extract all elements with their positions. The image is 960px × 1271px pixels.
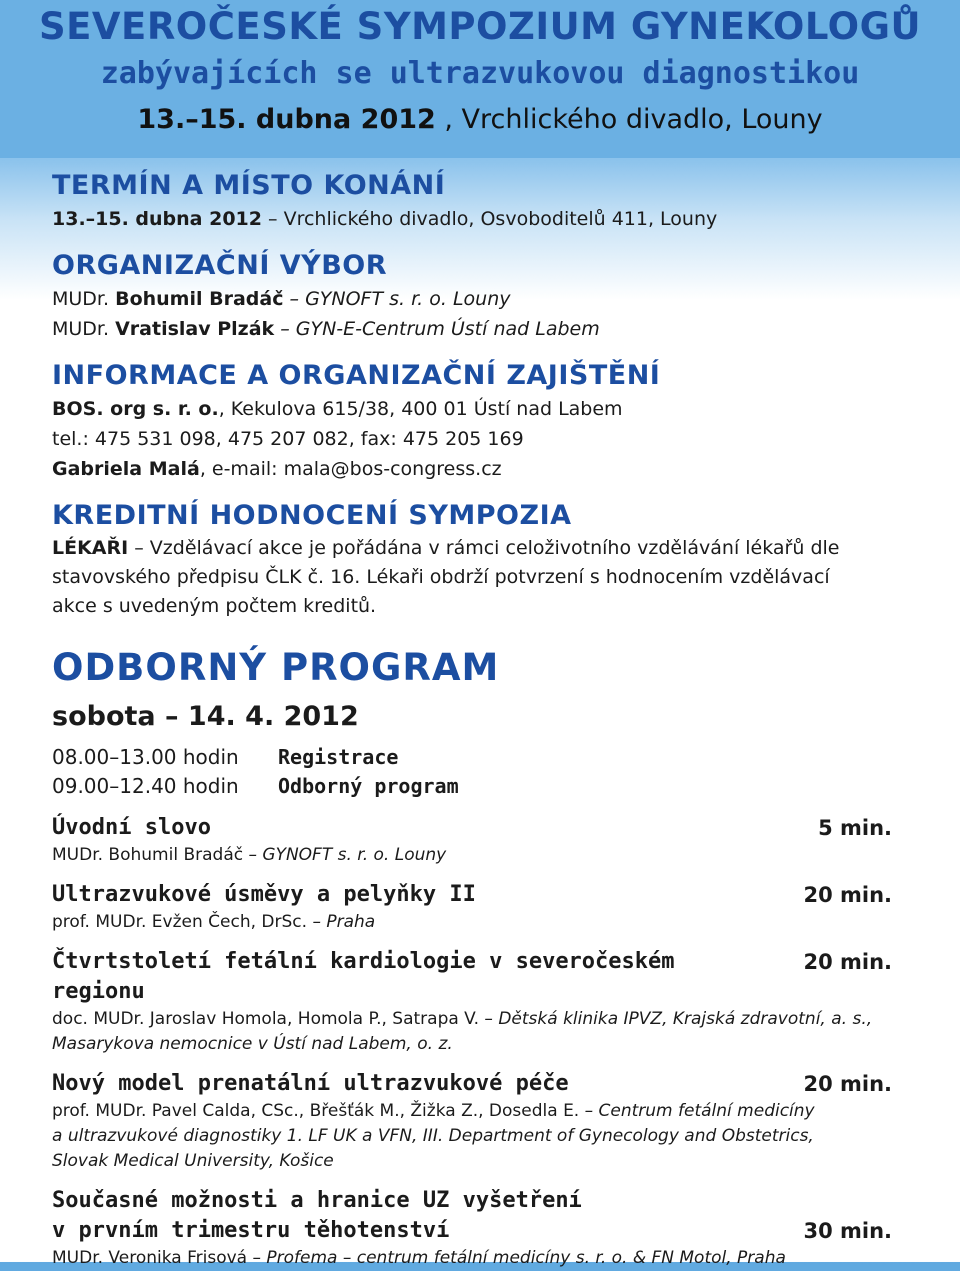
- talk-title-2: v prvním trimestru těhotenství: [52, 1218, 450, 1243]
- committee-member: [52, 284, 892, 314]
- talk-title: Čtvrtstoletí fetální kardiologie v severočeském regionu: [52, 949, 675, 1004]
- info-phone: tel.: 475 531 098, 475 207 082, fax: 475 205 169: [52, 428, 524, 450]
- credits-text-2: stavovského předpisu ČLK č. 16. Lékaři obdrží potvrzení s hodnocením vzdělávací: [52, 566, 830, 588]
- talk-duration: 5 min.: [818, 816, 892, 840]
- talk-duration: 30 min.: [803, 1219, 892, 1243]
- talk-affiliation-2: Masarykova nemocnice v Ústí nad Labem, o. z.: [52, 1034, 453, 1054]
- info-contact-email: , e-mail: mala@bos-congress.cz: [199, 458, 502, 480]
- talk-title-block: [52, 1186, 892, 1246]
- schedule-row: [52, 743, 892, 772]
- talk-authors: [52, 1099, 892, 1124]
- venue-text: – Vrchlického divadlo, Osvoboditelů 411, Louny: [262, 208, 718, 230]
- venue-heading: TERMÍN A MÍSTO KONÁNÍ: [52, 170, 446, 201]
- member-title: MUDr.: [52, 288, 110, 310]
- schedule-time: 09.00–12.40 hodin: [52, 774, 239, 798]
- info-address-text: , Kekulova 615/38, 400 01 Ústí nad Labem: [218, 398, 623, 420]
- talk-affiliation: – Centrum fetální medicíny: [579, 1101, 815, 1121]
- event-title: SEVEROČESKÉ SYMPOZIUM GYNEKOLOGŮ: [38, 5, 922, 48]
- member-affiliation: – GYN-E-Centrum Ústí nad Labem: [274, 318, 600, 340]
- talk-authors-names: MUDr. Bohumil Bradáč: [52, 845, 244, 865]
- schedule-item: Registrace: [278, 745, 399, 769]
- member-affiliation: – GYNOFT s. r. o. Louny: [283, 288, 511, 310]
- talk-authors: [52, 1246, 892, 1271]
- info-heading: INFORMACE A ORGANIZAČNÍ ZAJIŠTĚNÍ: [52, 360, 661, 391]
- talk-authors-names: prof. MUDr. Pavel Calda, CSc., Břešťák M., Žižka Z., Dosedla E.: [52, 1101, 580, 1121]
- info-contact-name: Gabriela Malá: [52, 458, 200, 480]
- talk: [52, 880, 892, 935]
- talk-affiliation: – Praha: [307, 912, 376, 932]
- info-contact: [52, 454, 892, 484]
- program-heading: ODBORNÝ PROGRAM: [52, 646, 500, 689]
- talk-authors: [52, 843, 892, 868]
- program-day: sobota – 14. 4. 2012: [52, 701, 359, 732]
- credits-text-3: akce s uvedeným počtem kreditů.: [52, 595, 377, 617]
- talk-affiliation: – Dětská klinika IPVZ, Krajská zdravotní, a. s.,: [479, 1009, 873, 1029]
- credits-text: [52, 534, 892, 563]
- venue-date: 13.–15. dubna 2012: [52, 208, 263, 230]
- talk-authors: [52, 1007, 892, 1032]
- member-name: Bohumil Bradáč: [115, 288, 284, 310]
- credits-label: LÉKAŘI: [52, 537, 129, 559]
- header: [0, 2, 960, 144]
- talk: [52, 813, 892, 868]
- credits-heading: KREDITNÍ HODNOCENÍ SYMPOZIA: [52, 500, 572, 531]
- talk-authors-names: MUDr. Veronika Frisová: [52, 1248, 248, 1268]
- talk-authors: [52, 910, 892, 935]
- member-name: Vratislav Plzák: [115, 318, 275, 340]
- talk: [52, 1186, 892, 1271]
- info-address: [52, 394, 892, 424]
- schedule-time: 08.00–13.00 hodin: [52, 745, 239, 769]
- talk-authors-names: doc. MUDr. Jaroslav Homola, Homola P., Satrapa V.: [52, 1009, 480, 1029]
- committee-member: [52, 314, 892, 344]
- content: [52, 168, 892, 1271]
- talk-title: Ultrazvukové úsměvy a pelyňky II: [52, 882, 476, 907]
- event-subtitle: zabývajících se ultrazvukovou diagnostikou: [100, 56, 860, 91]
- member-title: MUDr.: [52, 318, 110, 340]
- event-date: [0, 96, 960, 144]
- info-company: BOS. org s. r. o.: [52, 398, 219, 420]
- talk-affiliation: – Profema – centrum fetální medicíny s. r. o. & FN Motol, Praha: [247, 1248, 786, 1268]
- event-date-rest: , Vrchlického divadlo, Louny: [435, 104, 823, 135]
- talk-title: Nový model prenatální ultrazvukové péče: [52, 1071, 569, 1096]
- talk-duration: 20 min.: [803, 950, 892, 974]
- talk-authors-names: prof. MUDr. Evžen Čech, DrSc.: [52, 912, 308, 932]
- venue-line: [52, 204, 892, 234]
- schedule-item: Odborný program: [278, 774, 459, 798]
- talk-affiliation-2: a ultrazvukové diagnostiky 1. LF UK a VFN, III. Department of Gynecology and Obstetrics,: [52, 1126, 814, 1146]
- talk: [52, 947, 892, 1057]
- committee-heading: ORGANIZAČNÍ VÝBOR: [52, 250, 388, 281]
- talk-title: Současné možnosti a hranice UZ vyšetření: [52, 1188, 582, 1213]
- talk-duration: 20 min.: [803, 883, 892, 907]
- talk: [52, 1069, 892, 1174]
- credits-text-1: – Vzdělávací akce je pořádána v rámci celoživotního vzdělávání lékařů dle: [128, 537, 840, 559]
- talk-affiliation-3: Slovak Medical University, Košice: [52, 1151, 334, 1171]
- schedule-row: [52, 772, 892, 801]
- talk-duration: 20 min.: [803, 1072, 892, 1096]
- talk-affiliation: – GYNOFT s. r. o. Louny: [243, 845, 447, 865]
- event-date-bold: 13.–15. dubna 2012: [137, 104, 436, 135]
- talk-title: Úvodní slovo: [52, 815, 211, 840]
